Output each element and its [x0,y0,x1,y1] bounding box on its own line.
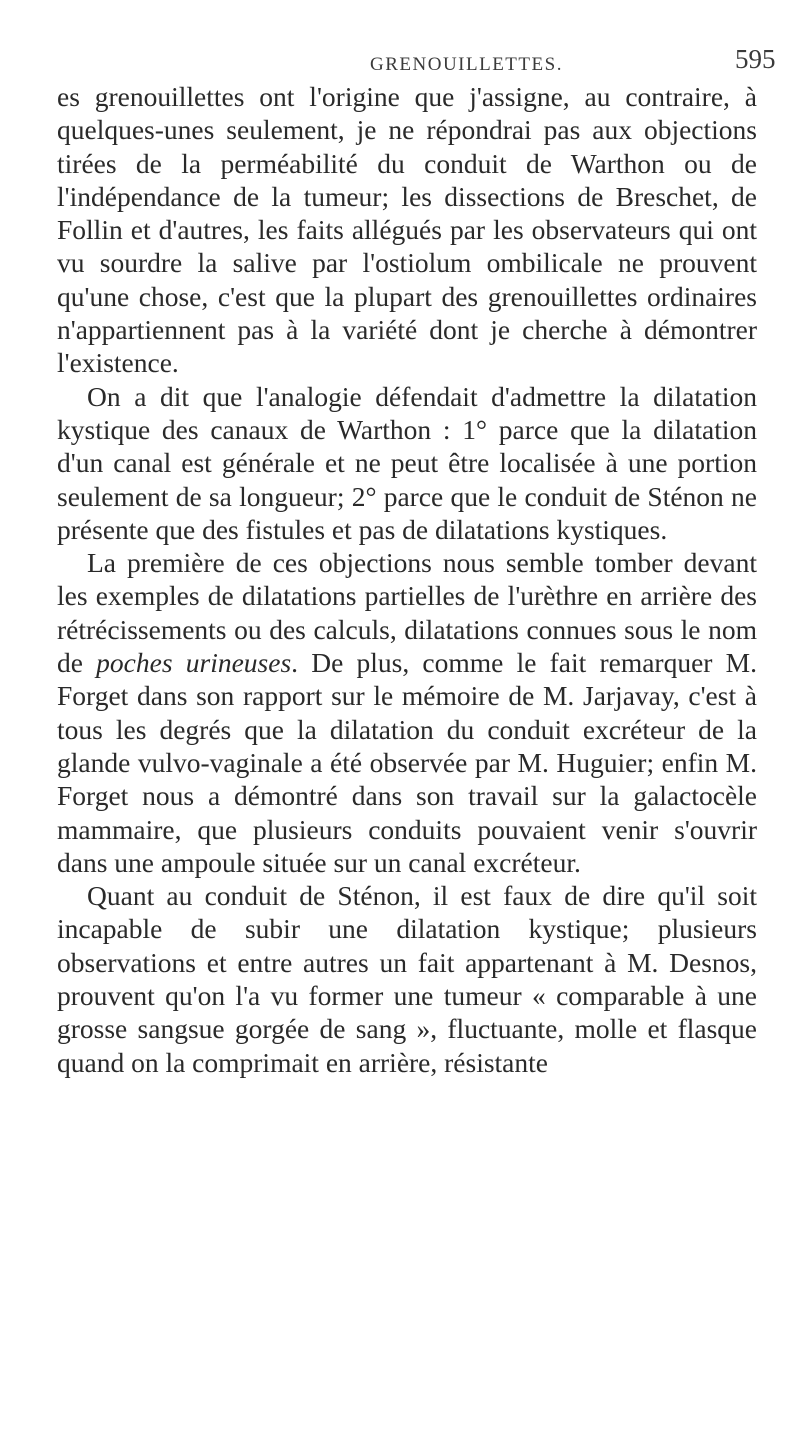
running-title: GRENOUILLETTES. [370,54,563,75]
body-text [57,80,757,1079]
paragraph-3-text-b: . De plus, comme le fait remarquer M. Forget dans son rapport sur le mémoire de M. Jarjavay, c'est à tous les degrés que la dilatation du conduit excréteur de la glande vulvo-vaginale a été observée par M. Huguier; enfin M. Forget nous a démontré dans son travail sur la galactocèle mammaire, que plusieurs conduits pouvaient venir s'ouvrir dans une ampoule située sur un canal excréteur. [57,647,757,878]
paragraph-3 [57,546,757,879]
paragraph-3-italic-term: poches urineuses [96,647,292,679]
page-number: 595 [735,44,776,74]
paragraph-4: Quant au conduit de Sténon, il est faux de dire qu'il soit incapable de subir une dilatation kystique; plusieurs observations et entre autres un fait appartenant à M. Desnos, prouvent qu'on l'a vu former une tumeur « comparable à une grosse sangsue gorgée de sang », fluctuante, molle et flasque quand on la comprimait en arrière, résistante [57,880,757,1078]
paragraph-1: es grenouillettes ont l'origine que j'assigne, au contraire, à quelques-unes seulement, je ne répondrai pas aux objections tirées de la perméabilité du conduit de Warthon ou de l'indépendance de la tumeur; les dissections de Breschet, de Follin et d'autres, les faits allégués par les observateurs qui ont vu sourdre la salive par l'ostiolum ombilicale ne prouvent qu'une chose, c'est que la plupart des grenouillettes ordinaires n'appartiennent pas à la variété dont je cherche à démontrer l'existence. [57,81,757,379]
paragraph-3-text-a: La première de ces objections nous semble tomber devant les exemples de dilatations partielles de l'urèthre en arrière des rétrécissements ou des calculs, dilatations connues sous le nom de [57,547,757,679]
paragraph-2: On a dit que l'analogie défendait d'admettre la dilatation kystique des canaux de Warthon : 1° parce que la dilatation d'un canal est générale et ne peut être localisée à une portion seulement de sa longueur; 2° parce que le conduit de Sténon ne présente que des fistules et pas de dilatations kystiques. [57,380,757,545]
